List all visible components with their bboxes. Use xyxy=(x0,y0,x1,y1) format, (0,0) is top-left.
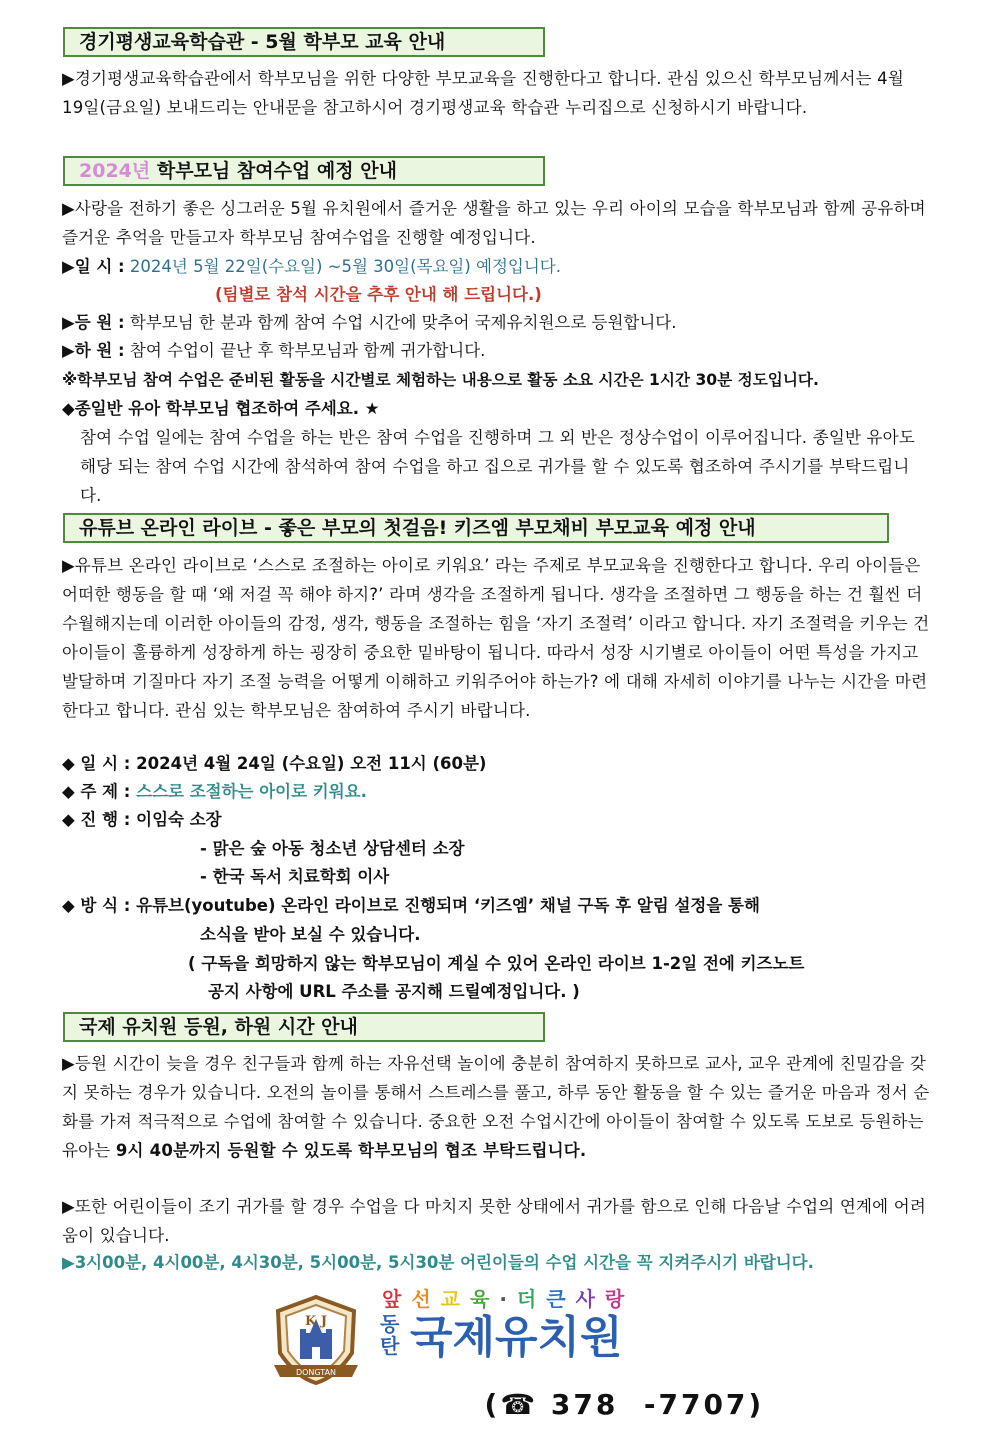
youtube-topic-row xyxy=(62,778,367,806)
section-title-text: 국제 유치원 등원, 하원 시간 안내 xyxy=(79,1016,358,1038)
youtube-topic-label: ◆ 주 제 : xyxy=(62,782,131,801)
youtube-method-line3-text: ( 구독을 희망하지 않는 학부모님이 계실 수 있어 온라인 라이브 1-2일 전에 키즈노트 xyxy=(188,954,805,973)
youtube-method-line4 xyxy=(208,978,580,1006)
participation-note-text: ※학부모님 참여 수업은 준비된 활동을 시간별로 체험하는 내용으로 활동 소요 시간은 1시간 30분 정도입니다. xyxy=(62,371,819,389)
youtube-host-label: ◆ 진 행 : xyxy=(62,810,131,829)
slogan-char: · xyxy=(499,1287,507,1311)
phone-text: (☎ 378 -7707) xyxy=(484,1388,765,1421)
participation-date-row xyxy=(62,253,561,281)
slogan-char: 랑 xyxy=(604,1287,625,1311)
date-value: 2024년 5월 22일(수요일) ~5월 30일(목요일) 예정입니다. xyxy=(129,257,561,276)
section-title-text: 유튜브 온라인 라이브 - 좋은 부모의 첫걸음! 키즈엠 부모채비 부모교육 예정 안내 xyxy=(79,517,756,539)
youtube-topic-value: 스스로 조절하는 아이로 키워요. xyxy=(136,782,367,801)
youtube-method-row xyxy=(62,892,760,920)
arrival-row xyxy=(62,309,676,337)
arrival-label: ▶등 원 : xyxy=(62,313,125,332)
youtube-method-line4-text: 공지 사항에 URL 주소를 공지해 드릴예정입니다. ) xyxy=(208,982,580,1001)
date-note-text: (팀별로 참석 시간을 추후 안내 해 드립니다.) xyxy=(215,285,542,304)
gyeonggi-paragraph xyxy=(62,64,930,122)
youtube-paragraph xyxy=(62,551,930,725)
slogan-char: 앞 xyxy=(382,1287,402,1311)
participation-intro xyxy=(62,194,930,252)
slogan-char: 육 xyxy=(469,1287,490,1311)
schedule-paragraph-2 xyxy=(62,1192,930,1250)
youtube-date-row xyxy=(62,750,486,778)
participation-date-note xyxy=(215,281,542,309)
svg-text:DONGTAN: DONGTAN xyxy=(295,1368,337,1377)
section-title-text: 경기평생교육학습관 - 5월 학부모 교육 안내 xyxy=(79,31,446,53)
section-title-youtube xyxy=(63,513,889,543)
schedule-paragraph-3 xyxy=(62,1249,814,1277)
schedule-paragraph-1 xyxy=(62,1049,930,1165)
youtube-date-value: 2024년 4월 24일 (수요일) 오전 11시 (60분) xyxy=(136,754,487,773)
slogan-char: 선 xyxy=(411,1287,431,1311)
gyeonggi-text: ▶경기평생교육학습관에서 학부모님을 위한 다양한 부모교육을 진행한다고 합니다. 관심 있으신 학부모님께서는 4월 19일(금요일) 보내드리는 안내문을 참고하시어 경기평생교육 학습관 누리집으로 신청하시기 바랍니다. xyxy=(62,69,905,117)
fullday-coop-title-text: ◆종일반 유아 학부모님 협조하여 주세요. ★ xyxy=(62,399,380,418)
slogan-char: 사 xyxy=(575,1287,595,1311)
youtube-text: ▶유튜브 온라인 라이브로 ‘스스로 조절하는 아이로 키워요’ 라는 주제로 부모교육을 진행한다고 합니다. 우리 아이들은 어떠한 행동을 할 때 ‘왜 저걸 꼭 해야 하지?’ 라며 생각을 조절하게 됩니다. 생각을 조절하면 그 행동을 하는 건 훨씬 더 수월해지는데 이러한 아이들의 감정, 생각, 행동을 조절하는 힘을 ‘자기 조절력’ 이라고 합니다. 자기 조절력을 키우는 건 아이들이 훌륭하게 성장하게 하는 굉장히 중요한 밑바탕이 됩니다. 따라서 성장 시기별로 아이들이 어떤 특성을 가지고 발달하며 기질마다 자기 조절 능력을 어떻게 이해하고 키워주어야 하는가? 에 대해 자세히 이야기를 나누는 시간을 마련한다고 합니다. 관심 있는 학부모님은 참여하여 주시기 바랍니다. xyxy=(62,556,930,720)
slogan-char: 더 xyxy=(516,1287,537,1311)
youtube-host-line2-text: - 맑은 숲 아동 청소년 상담센터 소장 xyxy=(200,839,465,858)
section-title-schedule xyxy=(63,1012,545,1042)
departure-label: ▶하 원 : xyxy=(62,341,125,360)
kindergarten-logo xyxy=(260,1283,765,1421)
participation-intro-text: ▶사랑을 전하기 좋은 싱그러운 5월 유치원에서 즐거운 생활을 하고 있는 우리 아이의 모습을 학부모님과 함께 공유하며 즐거운 추억을 만들고자 학부모님 참여수업을 진행할 예정입니다. xyxy=(62,199,926,247)
participation-note xyxy=(62,366,819,394)
region-label xyxy=(380,1313,404,1357)
title-rest: 학부모님 참여수업 예정 안내 xyxy=(150,160,397,182)
schedule-p1-text: ▶등원 시간이 늦을 경우 친구들과 함께 하는 자유선택 놀이에 충분히 참여하지 못하므로 교사, 교우 관계에 친밀감을 갖지 못하는 경우가 있습니다. 오전의 놀이를 통해서 스트레스를 풀고, 하루 동안 활동을 할 수 있는 즐거운 마음과 정서 순화를 가져 적극적으로 수업에 참여할 수 있습니다. 중요한 오전 수업시간에 아이들이 참여할 수 있도록 도보로 등원하는 유아는 xyxy=(62,1054,930,1160)
youtube-host-row xyxy=(62,806,222,834)
departure-row xyxy=(62,337,485,365)
svg-text:K J: K J xyxy=(305,1314,327,1329)
youtube-host-value: 이임숙 소장 xyxy=(136,810,222,829)
section-title-participation xyxy=(63,156,545,186)
youtube-method-label: ◆ 방 식 : xyxy=(62,896,131,915)
schedule-p2-text: ▶또한 어린이들이 조기 귀가를 할 경우 수업을 다 마치지 못한 상태에서 귀가를 함으로 인해 다음날 수업의 연계에 어려움이 있습니다. xyxy=(62,1197,926,1245)
youtube-host-line2 xyxy=(200,835,464,863)
slogan-char: 큰 xyxy=(546,1287,566,1311)
schedule-p3-text: ▶3시00분, 4시00분, 4시30분, 5시00분, 5시30분 어린이들의 수업 시간을 꼭 지켜주시기 바랍니다. xyxy=(62,1253,814,1272)
youtube-method-line2 xyxy=(200,921,421,949)
slogan-char: 교 xyxy=(440,1287,460,1311)
departure-value: 참여 수업이 끝난 후 학부모님과 함께 귀가합니다. xyxy=(129,341,486,360)
fullday-coop-body xyxy=(80,423,930,510)
arrival-value: 학부모님 한 분과 함께 참여 수업 시간에 맞추어 국제유치원으로 등원합니다. xyxy=(129,313,677,332)
youtube-host-line3-text: - 한국 독서 치료학회 이사 xyxy=(200,867,390,886)
castle-emblem-icon xyxy=(266,1291,366,1391)
date-label: ▶일 시 : xyxy=(62,257,125,276)
section-title-gyeonggi xyxy=(63,27,545,57)
phone-number xyxy=(408,1355,764,1454)
youtube-method-line1: 유튜브(youtube) 온라인 라이브로 진행되며 ‘키즈엠’ 채널 구독 후 알림 설정을 통해 xyxy=(136,896,760,915)
youtube-date-label: ◆ 일 시 : xyxy=(62,754,131,773)
region-text: 동탄 xyxy=(380,1312,400,1358)
kindergarten-name-text: 국제유치원 xyxy=(410,1312,623,1363)
fullday-coop-body-text: 참여 수업 일에는 참여 수업을 하는 반은 참여 수업을 진행하며 그 외 반은 정상수업이 이루어집니다. 종일반 유아도 해당 되는 참여 수업 시간에 참석하여 참여 수업을 하고 집으로 귀가를 할 수 있도록 협조하여 주시기를 부탁드립니다. xyxy=(80,428,915,505)
youtube-method-line3 xyxy=(188,950,804,978)
title-year: 2024년 xyxy=(79,160,151,182)
schedule-p1-emphasis: 9시 40분까지 등원할 수 있도록 학부모님의 협조 부탁드립니다. xyxy=(115,1141,587,1160)
fullday-coop-title xyxy=(62,395,380,423)
youtube-host-line3 xyxy=(200,863,389,891)
youtube-method-line2-text: 소식을 받아 보실 수 있습니다. xyxy=(200,925,421,944)
